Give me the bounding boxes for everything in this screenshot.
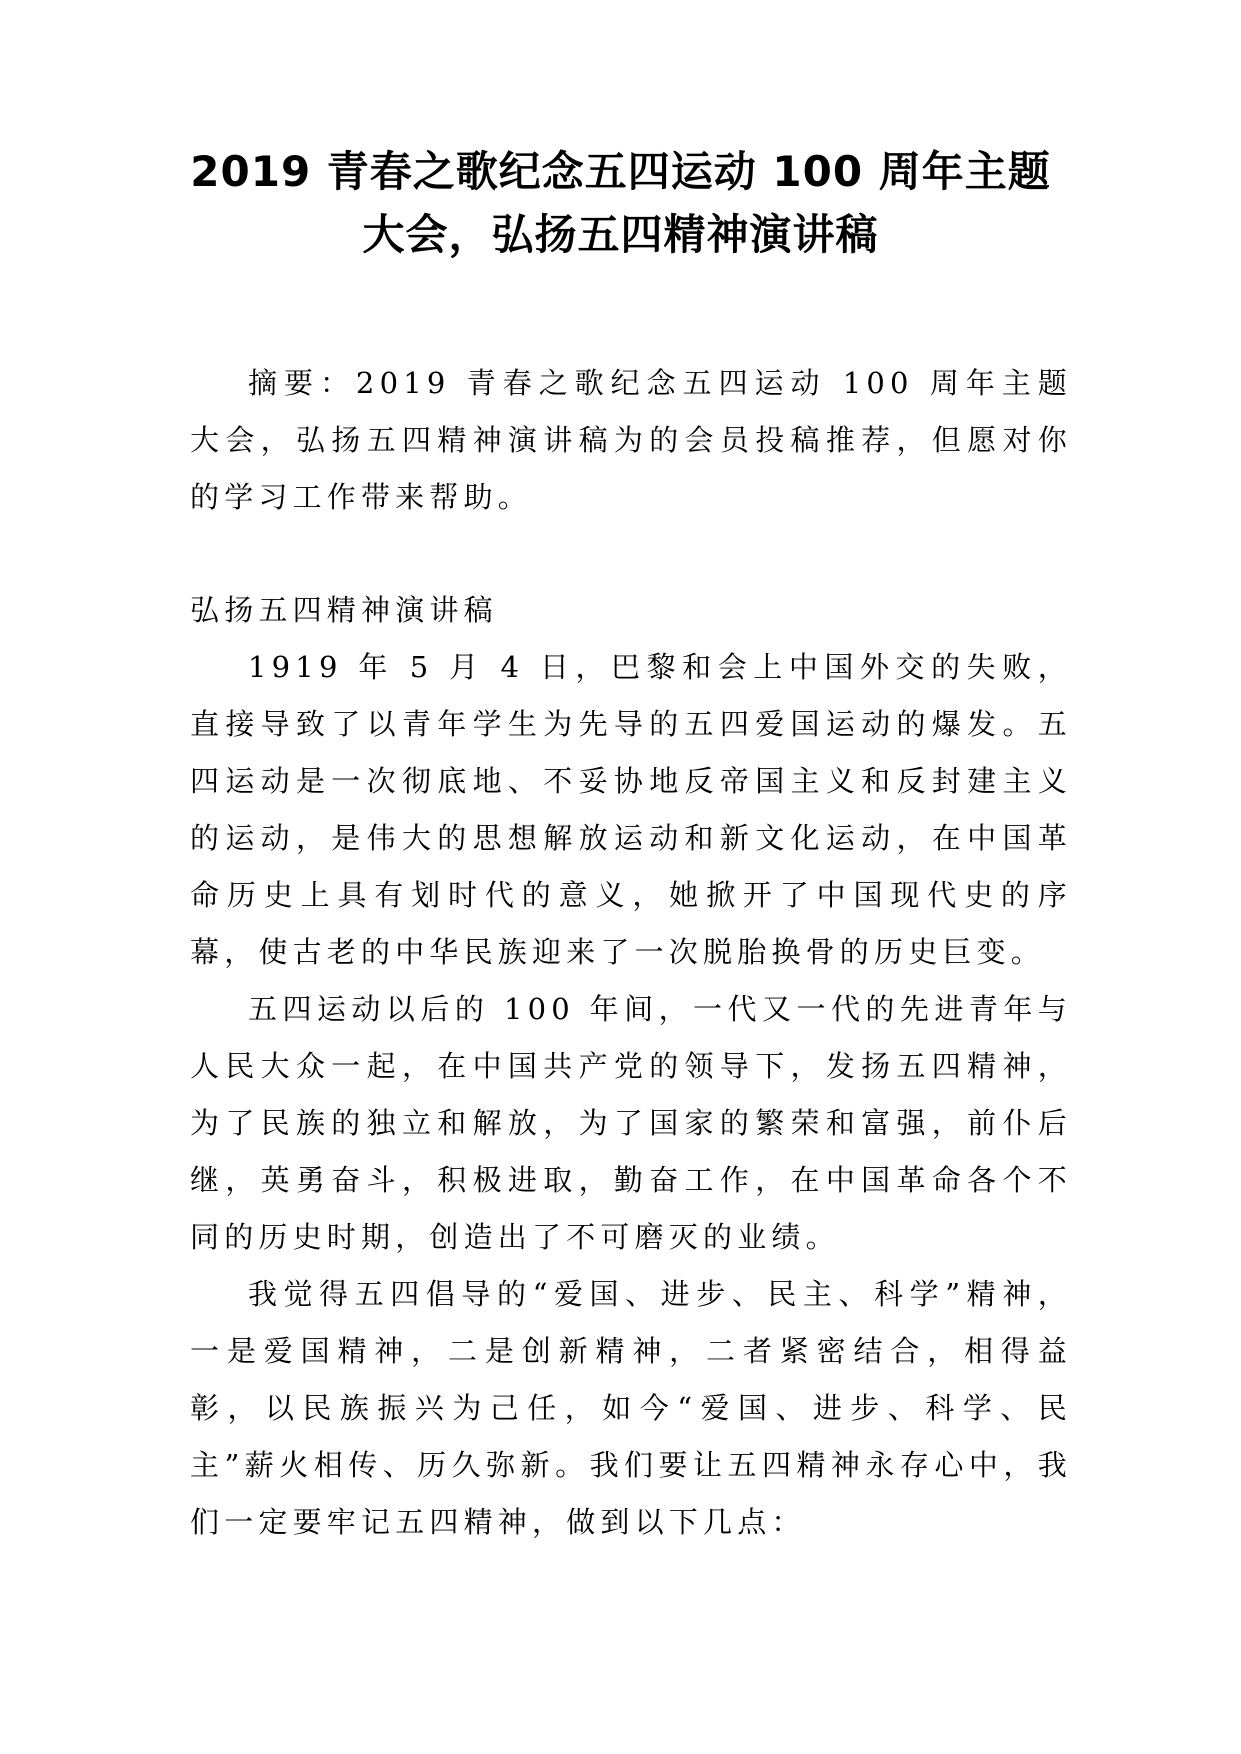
abstract-text: 摘要：2019 青春之歌纪念五四运动 100 周年主题大会，弘扬五四精神演讲稿为的会员投稿推荐，但愿对你的学习工作带来帮助。 — [190, 366, 1072, 514]
document-body — [190, 582, 1072, 1551]
title-line-2: 大会，弘扬五四精神演讲稿 — [362, 210, 879, 259]
title-line-1: 2019 青春之歌纪念五四运动 100 周年主题 — [190, 147, 1051, 196]
body-paragraph: 我觉得五四倡导的“爱国、进步、民主、科学”精神，一是爱国精神，二是创新精神，二者紧密结合，相得益彰，以民族振兴为己任，如今“爱国、进步、科学、民主”薪火相传、历久弥新。我们要让五四精神永存心中，我们一定要牢记五四精神，做到以下几点： — [190, 1277, 1072, 1539]
body-paragraph: 1919 年 5 月 4 日，巴黎和会上中国外交的失败，直接导致了以青年学生为先导的五四爱国运动的爆发。五四运动是一次彻底地、不妥协地反帝国主义和反封建主义的运动，是伟大的思想解放运动和新文化运动，在中国革命历史上具有划时代的意义，她掀开了中国现代史的序幕，使古老的中华民族迎来了一次脱胎换骨的历史巨变。 — [190, 650, 1072, 969]
section-heading: 弘扬五四精神演讲稿 — [190, 593, 498, 627]
body-paragraph: 五四运动以后的 100 年间，一代又一代的先进青年与人民大众一起，在中国共产党的领导下，发扬五四精神，为了民族的独立和解放，为了国家的繁荣和富强，前仆后继，英勇奋斗，积极进取，勤奋工作，在中国革命各个不同的历史时期，创造出了不可磨灭的业绩。 — [190, 992, 1072, 1254]
abstract-block — [190, 355, 1072, 526]
document-title — [150, 140, 1091, 266]
